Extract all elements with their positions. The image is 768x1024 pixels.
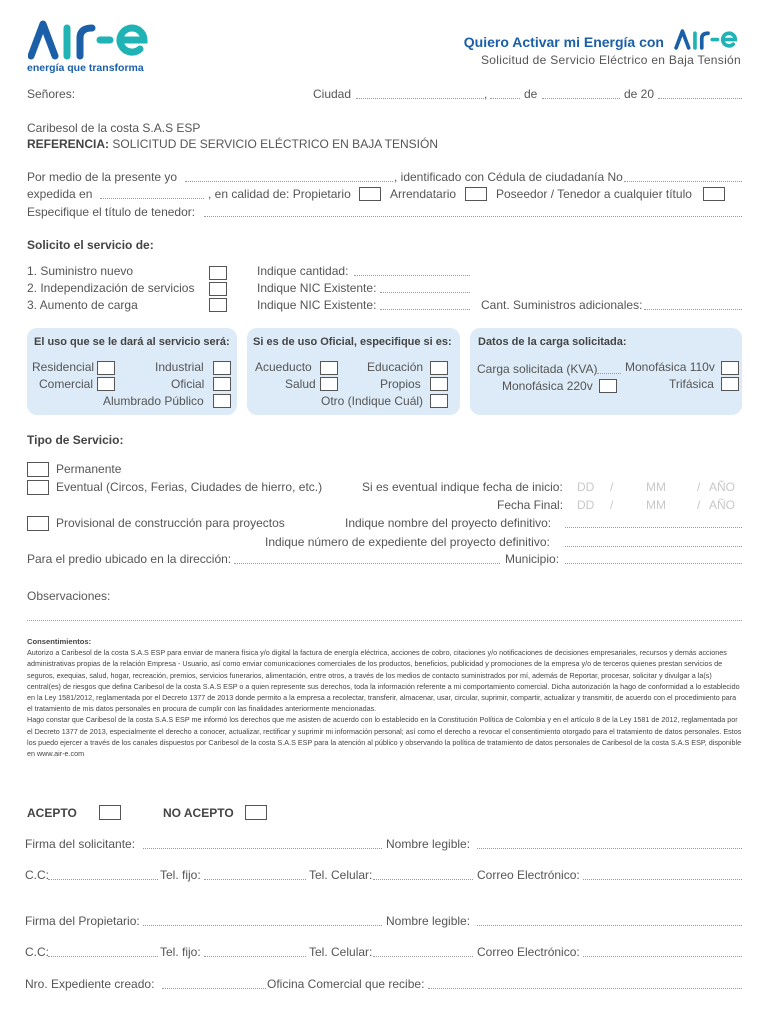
comma-sep: , bbox=[484, 87, 488, 101]
cant-adicionales-field[interactable] bbox=[644, 309, 742, 310]
final-mm[interactable]: MM bbox=[646, 498, 666, 512]
proyecto-label: Indique nombre del proyecto definitivo: bbox=[345, 516, 552, 530]
especifique-label: Especifique el título de tenedor: bbox=[27, 205, 196, 219]
de-label: de bbox=[524, 87, 538, 101]
observaciones-field[interactable] bbox=[27, 620, 742, 621]
de20-label: de 20 bbox=[624, 87, 655, 101]
aumento-carga-checkbox[interactable] bbox=[209, 298, 227, 312]
poseedor-checkbox[interactable] bbox=[703, 187, 725, 201]
provisional-checkbox[interactable] bbox=[27, 516, 49, 531]
tel-fijo-label-2: Tel. fijo: bbox=[160, 945, 201, 959]
final-ano[interactable]: AÑO bbox=[709, 498, 736, 512]
nic-field-2[interactable] bbox=[380, 309, 470, 310]
tel-celular-field-2[interactable] bbox=[373, 956, 473, 957]
predio-label: Para el predio ubicado en la dirección: bbox=[27, 552, 232, 566]
nombre-legible-label-1: Nombre legible: bbox=[386, 837, 471, 851]
comercial-checkbox[interactable] bbox=[97, 377, 115, 391]
uso-heading: El uso que se le dará al servicio será: bbox=[34, 336, 230, 348]
acueducto-label: Acueducto bbox=[255, 360, 312, 374]
company-name: Caribesol de la costa S.A.S ESP bbox=[27, 121, 201, 135]
final-slash-1: / bbox=[610, 498, 614, 512]
tel-celular-label-2: Tel. Celular: bbox=[309, 945, 373, 959]
permanente-checkbox[interactable] bbox=[27, 462, 49, 477]
expedida-label: expedida en bbox=[27, 187, 93, 201]
oficina-field[interactable] bbox=[428, 988, 742, 989]
inicio-ano[interactable]: AÑO bbox=[709, 480, 736, 494]
air-e-small-logo-icon bbox=[672, 28, 742, 50]
residencial-checkbox[interactable] bbox=[97, 361, 115, 375]
header-logo-small bbox=[672, 28, 742, 53]
acepto-checkbox[interactable] bbox=[99, 805, 121, 820]
fecha-final-label: Fecha Final: bbox=[497, 498, 564, 512]
identificado-label: , identificado con Cédula de ciudadanía No bbox=[394, 170, 623, 184]
tel-fijo-field-1[interactable] bbox=[204, 879, 306, 880]
inicio-slash-2: / bbox=[697, 480, 701, 494]
tipo-heading: Tipo de Servicio: bbox=[27, 433, 124, 447]
direccion-field[interactable] bbox=[234, 563, 500, 564]
carga-heading: Datos de la carga solicitada: bbox=[478, 336, 627, 348]
observaciones-label: Observaciones: bbox=[27, 589, 111, 603]
inicio-mm[interactable]: MM bbox=[646, 480, 666, 494]
month-field[interactable] bbox=[542, 98, 620, 99]
solicito-heading: Solicito el servicio de: bbox=[27, 238, 154, 252]
por-medio-label: Por medio de la presente yo bbox=[27, 170, 178, 184]
suministro-nuevo-checkbox[interactable] bbox=[209, 266, 227, 280]
firma-solicitante-label: Firma del solicitante: bbox=[25, 837, 136, 851]
no-acepto-label: NO ACEPTO bbox=[163, 806, 234, 820]
acepto-label: ACEPTO bbox=[27, 806, 77, 820]
day-field[interactable] bbox=[490, 98, 520, 99]
final-slash-2: / bbox=[697, 498, 701, 512]
acueducto-checkbox[interactable] bbox=[320, 361, 338, 375]
reference-label: REFERENCIA: bbox=[27, 137, 110, 151]
eventual-label: Eventual (Circos, Ferias, Ciudades de hierro, etc.) bbox=[56, 480, 323, 494]
inicio-dd[interactable]: DD bbox=[577, 480, 595, 494]
propietario-checkbox[interactable] bbox=[359, 187, 381, 201]
indique-cantidad-label: Indique cantidad: bbox=[257, 264, 349, 278]
kva-label: Carga solicitada (KVA) bbox=[477, 362, 598, 376]
nombre-field[interactable] bbox=[185, 181, 393, 182]
nombre-legible-field-2[interactable] bbox=[477, 925, 742, 926]
poseedor-label: Poseedor / Tenedor a cualquier título bbox=[496, 187, 692, 201]
cedula-field[interactable] bbox=[624, 181, 742, 182]
trifasica-checkbox[interactable] bbox=[721, 377, 739, 391]
cc-field-1[interactable] bbox=[48, 879, 158, 880]
alumbrado-label: Alumbrado Público bbox=[103, 394, 204, 408]
proyecto-field[interactable] bbox=[565, 527, 742, 528]
oficina-label: Oficina Comercial que recibe: bbox=[267, 977, 425, 991]
titulo-tenedor-field[interactable] bbox=[204, 216, 742, 217]
permanente-label: Permanente bbox=[56, 462, 122, 476]
solicito-item-3: 3. Aumento de carga bbox=[27, 298, 138, 312]
correo-field-2[interactable] bbox=[583, 956, 742, 957]
cantidad-field[interactable] bbox=[354, 275, 470, 276]
eventual-checkbox[interactable] bbox=[27, 480, 49, 495]
alumbrado-checkbox[interactable] bbox=[213, 394, 231, 408]
educacion-label: Educación bbox=[367, 360, 424, 374]
salud-checkbox[interactable] bbox=[320, 377, 338, 391]
nic-field-1[interactable] bbox=[380, 292, 470, 293]
senores-label: Señores: bbox=[27, 87, 76, 101]
expediente-label: Indique número de expediente del proyecto definitivo: bbox=[265, 535, 550, 549]
cc-label-2: C.C: bbox=[25, 945, 49, 959]
indique-nic-label-2: Indique NIC Existente: bbox=[257, 298, 377, 312]
eventual-inicio-label: Si es eventual indique fecha de inicio: bbox=[362, 480, 563, 494]
industrial-checkbox[interactable] bbox=[213, 361, 231, 375]
tel-fijo-field-2[interactable] bbox=[204, 956, 306, 957]
mono110-checkbox[interactable] bbox=[721, 361, 739, 375]
nro-expediente-field[interactable] bbox=[162, 988, 266, 989]
municipio-label: Municipio: bbox=[505, 552, 560, 566]
no-acepto-checkbox[interactable] bbox=[245, 805, 267, 820]
arrendatario-label: Arrendatario bbox=[390, 187, 457, 201]
mono110-label: Monofásica 110v bbox=[625, 360, 715, 374]
cc-label-1: C.C: bbox=[25, 868, 49, 882]
calidad-label: , en calidad de: Propietario bbox=[208, 187, 351, 201]
arrendatario-checkbox[interactable] bbox=[465, 187, 487, 201]
kva-field[interactable] bbox=[597, 373, 621, 374]
expediente-field[interactable] bbox=[565, 546, 742, 547]
educacion-checkbox[interactable] bbox=[430, 361, 448, 375]
comercial-label: Comercial bbox=[39, 377, 94, 391]
oficial-heading: Si es de uso Oficial, especifique si es: bbox=[253, 336, 452, 348]
otro-checkbox[interactable] bbox=[430, 394, 448, 408]
reference-value: SOLICITUD DE SERVICIO ELÉCTRICO EN BAJA TENSIÓN bbox=[112, 137, 438, 151]
consent-paragraph-1: Autorizo a Caribesol de la costa S.A.S ESP para enviar de manera física y/o digital la factura de energía eléctrica, acciones de cobro, citaciones y/o notificaciones de decisiones empresariales, recursos y demás acciones administrativas propias de la relación Empresa - Usuario, así como enviar comunicaciones comerciales de los productos, beneficios, publicidad y promociones de la empresa y/o de terceros quienes prestan servicios de seguros, exequias, salud, hogar, recreación, premios, servicios funerarios, alimentación, entre otros, a través de los medios de contacto suministrados por mí, además de Reportar, procesar, solicitar y divulgar a la(s) central(es) de riesgos que defina Caribesol de la costa S.A.S ESP o a quien represente sus derechos, toda la información referente a mi comportamiento comercial. Dicha autorización la hago de conformidad a lo establecido en la Ley 1581/2012, reglamentada por el Decreto 1377 de 2013 donde permito a la empresa a recolectar, transferir, almacenar, usar, circular, suprimir, compartir, actualizar y transmitir, de acuerdo con el procedimiento para el tratamiento de mis datos personales en procura de cumplir con las finalidades anteriormente mencionadas. bbox=[27, 648, 740, 714]
inicio-slash-1: / bbox=[610, 480, 614, 494]
provisional-label: Provisional de construcción para proyectos bbox=[56, 516, 285, 530]
brand-logo bbox=[28, 18, 152, 60]
independizacion-checkbox[interactable] bbox=[209, 282, 227, 296]
municipio-field[interactable] bbox=[565, 563, 742, 564]
oficial-checkbox[interactable] bbox=[213, 377, 231, 391]
cant-adicionales-label: Cant. Suministros adicionales: bbox=[481, 298, 643, 312]
correo-field-1[interactable] bbox=[583, 879, 742, 880]
propios-label: Propios bbox=[380, 377, 421, 391]
firma-propietario-label: Firma del Propietario: bbox=[25, 914, 140, 928]
year-field[interactable] bbox=[658, 98, 742, 99]
mono220-label: Monofásica 220v bbox=[502, 379, 593, 393]
header-title: Quiero Activar mi Energía con bbox=[463, 34, 664, 50]
otro-label: Otro (Indique Cuál) bbox=[321, 394, 424, 408]
propios-checkbox[interactable] bbox=[430, 377, 448, 391]
expedida-field[interactable] bbox=[100, 198, 204, 199]
industrial-label: Industrial bbox=[155, 360, 204, 374]
solicito-item-2: 2. Independización de servicios bbox=[27, 281, 195, 295]
salud-label: Salud bbox=[285, 377, 316, 391]
tel-fijo-label-1: Tel. fijo: bbox=[160, 868, 201, 882]
oficial-label: Oficial bbox=[171, 377, 205, 391]
trifasica-label: Trifásica bbox=[669, 377, 714, 391]
correo-label-1: Correo Electrónico: bbox=[477, 868, 580, 882]
residencial-label: Residencial bbox=[32, 360, 95, 374]
header-subtitle: Solicitud de Servicio Eléctrico en Baja Tensión bbox=[480, 53, 741, 67]
nro-expediente-label: Nro. Expediente creado: bbox=[25, 977, 155, 991]
ciudad-field[interactable] bbox=[356, 98, 484, 99]
consent-paragraph-2: Hago constar que Caribesol de la costa S.A.S ESP me informó los derechos que me asisten de acuerdo con lo establecido en la Constitución Política de Colombia y en el artículo 8 de la Ley 1581 de 2012, reglamentada por el Decreto 1377 de 2013, especialmente el derecho a conocer, actualizar, rectificar y suprimir mi información personal; así como el derecho a revocar el consentimiento otorgado para el tratamiento de datos personales. Estos los puedo ejercer a través de los canales dispuestos por Caribesol de la costa S.A.S ESP para la atención al público y observando la política de tratamiento de datos personales de Caribesol de la costa S.A.S ESP, disponible en www.air-e.com bbox=[27, 715, 742, 759]
final-dd[interactable]: DD bbox=[577, 498, 595, 512]
correo-label-2: Correo Electrónico: bbox=[477, 945, 580, 959]
consent-block bbox=[27, 636, 743, 759]
firma-solicitante-field[interactable] bbox=[143, 848, 382, 849]
indique-nic-label-1: Indique NIC Existente: bbox=[257, 281, 377, 295]
ciudad-label: Ciudad bbox=[313, 87, 352, 101]
firma-propietario-field[interactable] bbox=[143, 925, 382, 926]
consent-heading: Consentimientos: bbox=[27, 637, 92, 646]
cc-field-2[interactable] bbox=[48, 956, 158, 957]
air-e-logo-icon bbox=[28, 18, 152, 60]
tel-celular-label-1: Tel. Celular: bbox=[309, 868, 373, 882]
brand-tagline: energía que transforma bbox=[27, 62, 144, 74]
reference-line bbox=[27, 137, 438, 151]
nombre-legible-label-2: Nombre legible: bbox=[386, 914, 471, 928]
nombre-legible-field-1[interactable] bbox=[477, 848, 742, 849]
tel-celular-field-1[interactable] bbox=[373, 879, 473, 880]
solicito-item-1: 1. Suministro nuevo bbox=[27, 264, 134, 278]
mono220-checkbox[interactable] bbox=[599, 379, 617, 393]
